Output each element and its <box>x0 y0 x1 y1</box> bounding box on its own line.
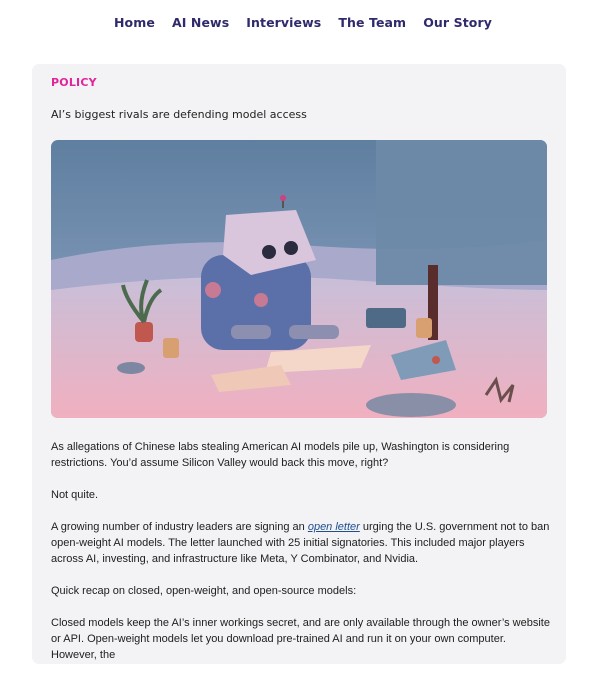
paragraph-3-end: urging the U.S. government not to ban open-weight AI models. The letter launched with 25 initial signatories. This included major players across AI, investing, and infrastructure like Meta, Y Combinator, and Nvidia. <box>51 521 550 565</box>
top-nav <box>0 15 606 30</box>
article-card <box>32 64 566 664</box>
category-tag[interactable]: POLICY <box>51 76 97 89</box>
paragraph-3-start: A growing number of industry leaders are signing an <box>51 521 308 533</box>
paragraph-2: Not quite. <box>51 489 99 501</box>
article-headline[interactable]: AI’s biggest rivals are defending model access <box>51 108 307 121</box>
hero-image <box>51 140 547 418</box>
article-body <box>51 439 551 679</box>
nav-interviews[interactable]: Interviews <box>246 15 322 30</box>
open-letter-link[interactable]: open letter <box>307 521 360 533</box>
paragraph-1: As allegations of Chinese labs stealing American AI models pile up, Washington is considering restrictions. You’d assume Silicon Valley would back this move, right? <box>51 441 510 469</box>
paragraph-3 <box>51 519 551 567</box>
nav-ai-news[interactable]: AI News <box>171 15 230 30</box>
paragraph-5: Closed models keep the AI’s inner workings secret, and are only available through the owner’s website or API. Open-weight models let you download pre-trained AI and run it on your own computer. However, the <box>51 617 550 661</box>
paragraph-4: Quick recap on closed, open-weight, and open-source models: <box>51 585 357 597</box>
nav-our-story[interactable]: Our Story <box>423 15 493 30</box>
robot-writing-letter-illustration <box>51 140 547 418</box>
nav-home[interactable]: Home <box>113 15 155 30</box>
nav-the-team[interactable]: The Team <box>338 15 407 30</box>
